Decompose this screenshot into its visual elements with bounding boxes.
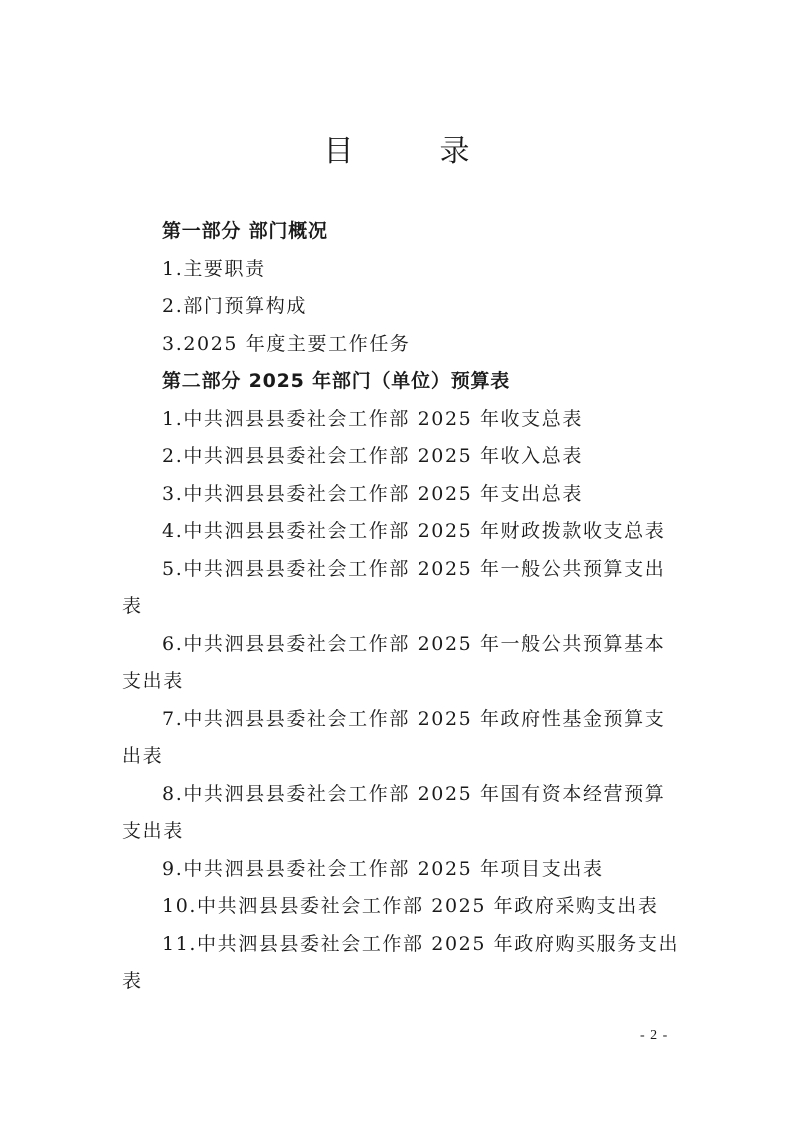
toc-section-heading: 第二部分 2025 年部门（单位）预算表 <box>162 370 511 392</box>
toc-entry: 10.中共泗县县委社会工作部 2025 年政府采购支出表 <box>162 895 659 917</box>
toc-entry: 7.中共泗县县委社会工作部 2025 年政府性基金预算支 <box>162 707 666 730</box>
page-title: 目 录 <box>323 134 498 169</box>
page-number: - 2 - <box>640 1028 669 1043</box>
toc-entry: 2.中共泗县县委社会工作部 2025 年收入总表 <box>162 445 583 467</box>
toc-entry: 支出表 <box>122 670 184 692</box>
toc-entry: 1.主要职责 <box>162 257 266 280</box>
toc-entry: 4.中共泗县县委社会工作部 2025 年财政拨款收支总表 <box>162 520 666 542</box>
toc-section-heading: 第一部分 部门概况 <box>162 220 328 242</box>
toc-entry: 2.部门预算构成 <box>162 295 307 317</box>
toc-entry: 5.中共泗县县委社会工作部 2025 年一般公共预算支出 <box>162 557 666 580</box>
toc-entry: 11.中共泗县县委社会工作部 2025 年政府购买服务支出 <box>162 932 680 955</box>
toc-entry: 1.中共泗县县委社会工作部 2025 年收支总表 <box>162 407 583 430</box>
table-of-contents <box>122 213 682 1001</box>
toc-entry: 支出表 <box>122 820 184 842</box>
toc-entry: 出表 <box>122 745 164 767</box>
toc-entry: 9.中共泗县县委社会工作部 2025 年项目支出表 <box>162 857 604 880</box>
toc-entry: 6.中共泗县县委社会工作部 2025 年一般公共预算基本 <box>162 632 666 655</box>
toc-entry: 3.中共泗县县委社会工作部 2025 年支出总表 <box>162 482 583 505</box>
toc-entry: 表 <box>122 970 143 992</box>
toc-entry: 3.2025 年度主要工作任务 <box>162 332 411 355</box>
toc-entry: 8.中共泗县县委社会工作部 2025 年国有资本经营预算 <box>162 782 666 805</box>
toc-entry: 表 <box>122 595 143 617</box>
